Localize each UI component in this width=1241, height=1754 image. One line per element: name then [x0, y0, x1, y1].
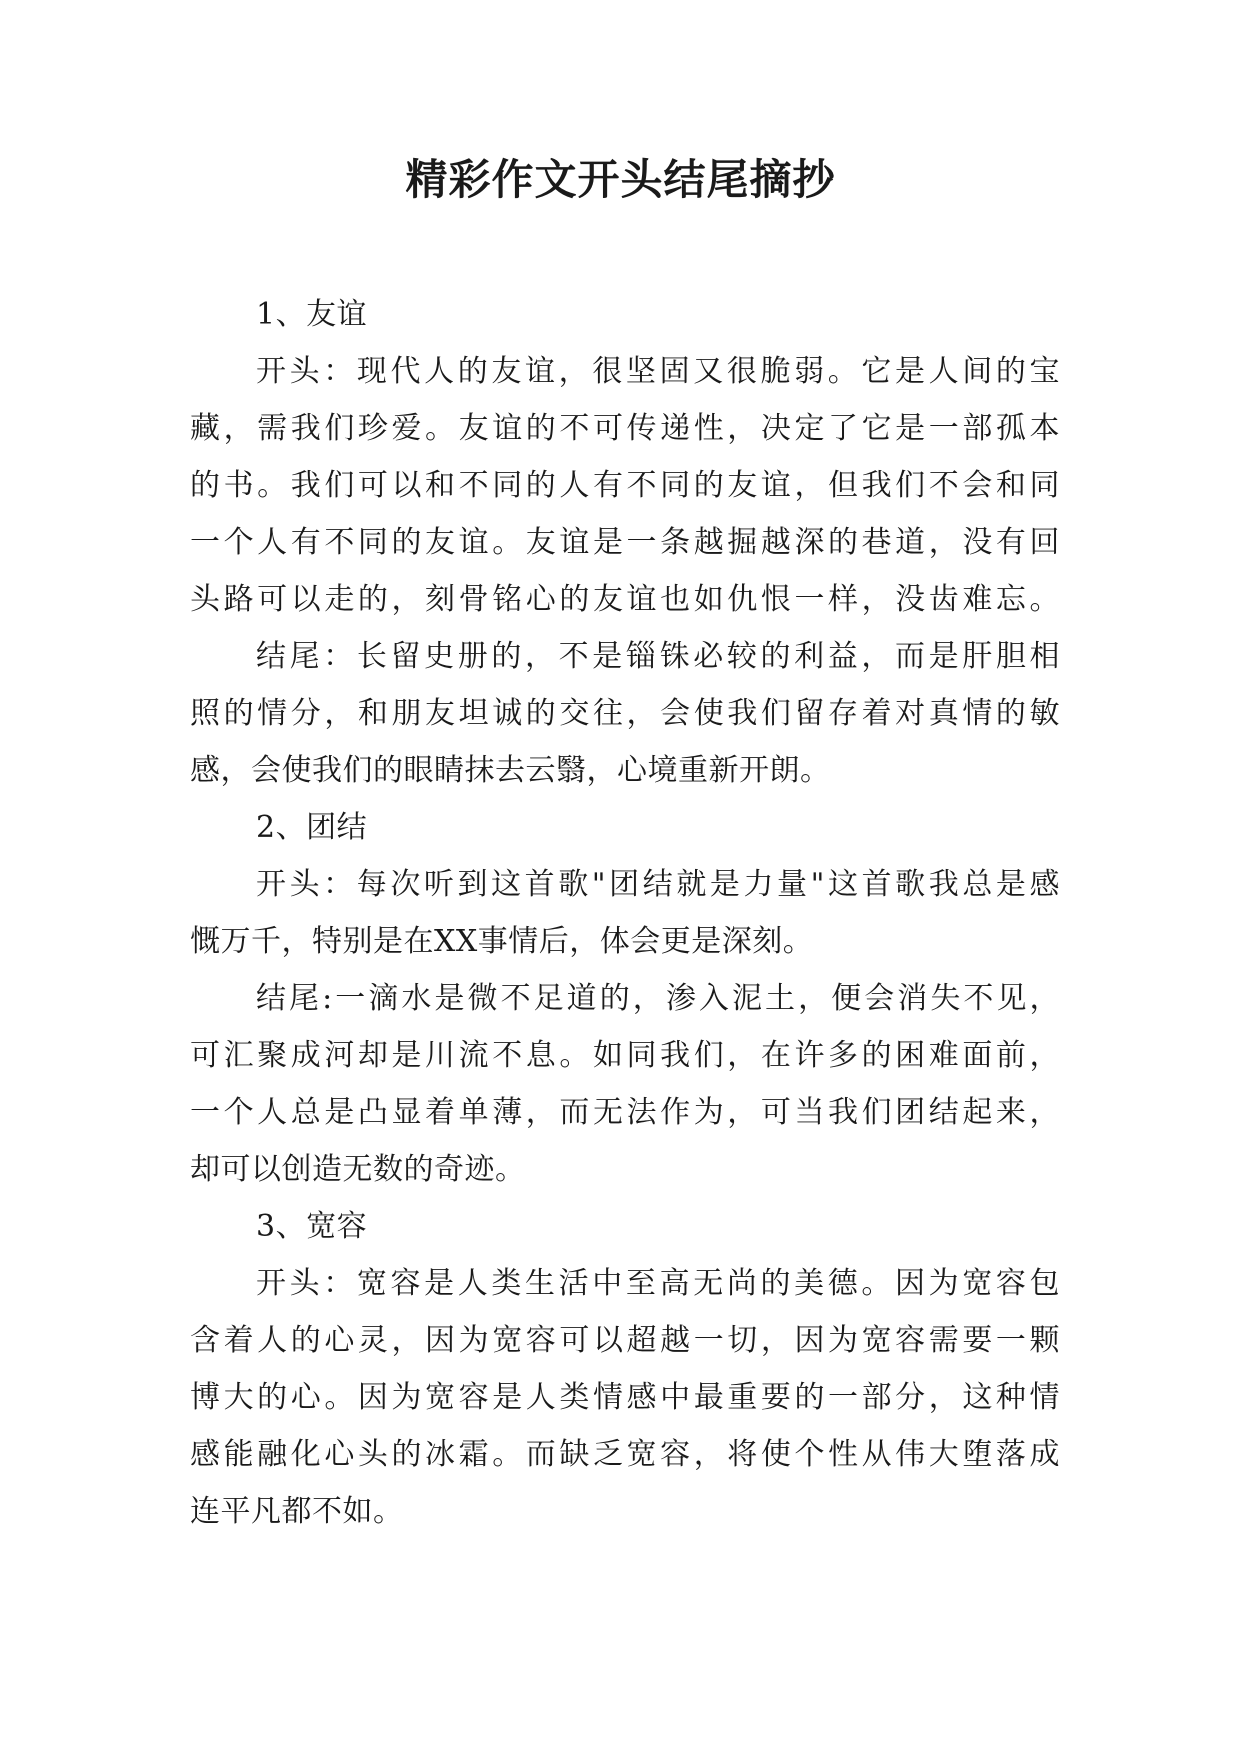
text-line: 开头：宽容是人类生活中至高无尚的美德。因为宽容包 [256, 1266, 1060, 1301]
text-line: 含着人的心灵，因为宽容可以超越一切，因为宽容需要一颗 [190, 1323, 1060, 1358]
text-line: 却可以创造无数的奇迹。 [190, 1152, 526, 1187]
text-line: 开头：每次听到这首歌"团结就是力量"这首歌我总是感 [256, 867, 1060, 902]
page-title: 精彩作文开头结尾摘抄 [405, 155, 836, 204]
text-line: 一个人总是凸显着单薄，而无法作为，可当我们团结起来， [190, 1095, 1060, 1130]
text-line: 慨万千，特别是在XX事情后，体会更是深刻。 [190, 924, 814, 959]
text-line: 的书。我们可以和不同的人有不同的友谊，但我们不会和同 [190, 468, 1060, 503]
text-line: 1、友谊 [256, 297, 368, 332]
text-line: 3、宽容 [256, 1209, 368, 1244]
text-line: 照的情分，和朋友坦诚的交往，会使我们留存着对真情的敏 [190, 696, 1060, 731]
text-line: 头路可以走的，刻骨铭心的友谊也如仇恨一样，没齿难忘。 [190, 582, 1060, 617]
text-line: 开头：现代人的友谊，很坚固又很脆弱。它是人间的宝 [256, 354, 1060, 389]
text-line: 一个人有不同的友谊。友谊是一条越掘越深的巷道，没有回 [190, 525, 1060, 560]
document-body [190, 286, 1060, 1540]
text-line: 感，会使我们的眼睛抹去云翳，心境重新开朗。 [190, 753, 831, 788]
text-line: 可汇聚成河却是川流不息。如同我们，在许多的困难面前， [190, 1038, 1060, 1073]
text-line: 连平凡都不如。 [190, 1494, 404, 1529]
text-line: 结尾：长留史册的，不是锱铢必较的利益，而是肝胆相 [256, 639, 1060, 674]
text-line: 2、团结 [256, 810, 368, 845]
text-line: 结尾:一滴水是微不足道的，渗入泥土，便会消失不见， [256, 981, 1060, 1016]
text-line: 博大的心。因为宽容是人类情感中最重要的一部分，这种情 [190, 1380, 1060, 1415]
text-line: 感能融化心头的冰霜。而缺乏宽容，将使个性从伟大堕落成 [190, 1437, 1060, 1472]
text-line: 藏，需我们珍爱。友谊的不可传递性，决定了它是一部孤本 [190, 411, 1060, 446]
